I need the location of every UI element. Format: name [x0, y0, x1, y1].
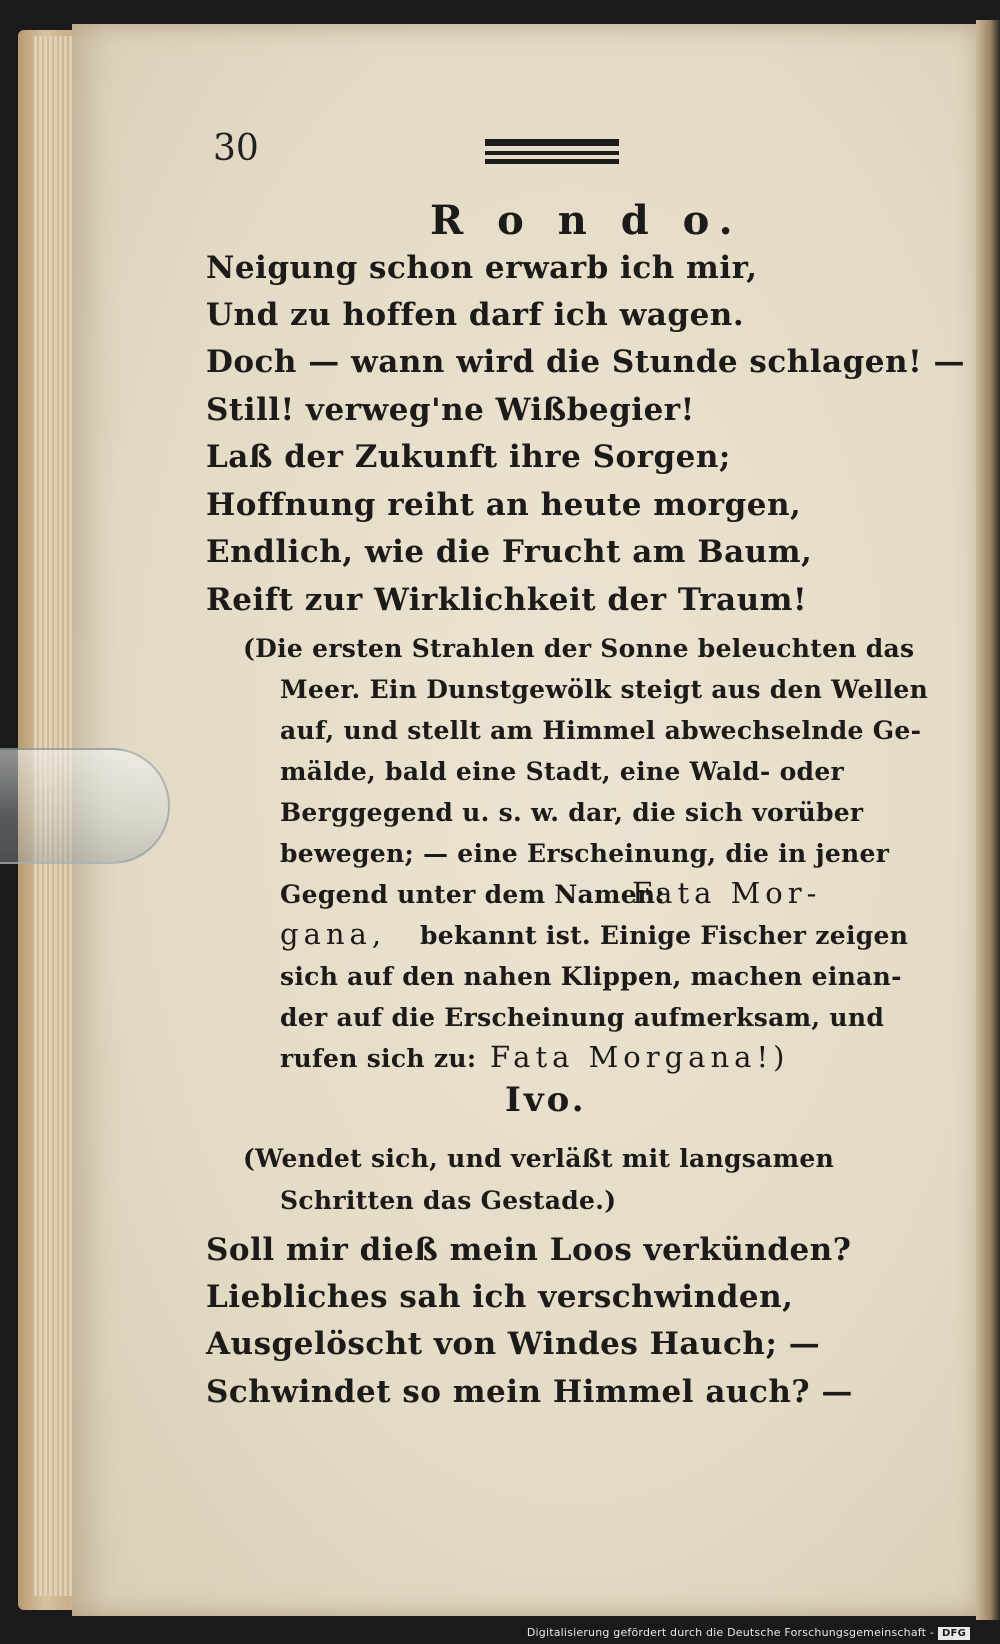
stage-direction-line: (Wendet sich, und verläßt mit langsamen [243, 1144, 835, 1173]
header-rule [485, 139, 619, 146]
stage-direction-line: (Die ersten Strahlen der Sonne beleuchten das [243, 634, 915, 663]
verse-line: Soll mir dieß mein Loos verkünden? [206, 1232, 852, 1268]
stage-direction-emphasis: gana, [280, 917, 387, 951]
stage-direction-line: auf, und stellt am Himmel abwechselnde Ge- [280, 716, 922, 745]
speaker-name: Ivo. [505, 1080, 587, 1120]
footer-text: Digitalisierung gefördert durch die Deutsche Forschungsgemeinschaft - [526, 1626, 935, 1639]
verse-line: Reift zur Wirklichkeit der Traum! [206, 582, 808, 618]
stage-direction-line: rufen sich zu: [280, 1044, 477, 1073]
verse-line: Schwindet so mein Himmel auch? — [206, 1374, 853, 1410]
verse-line: Endlich, wie die Frucht am Baum, [206, 534, 813, 570]
book-right-edge [976, 20, 1000, 1620]
stage-direction-emphasis: Fata Morgana!) [490, 1040, 790, 1074]
stage-direction-line: mälde, bald eine Stadt, eine Wald- oder [280, 757, 845, 786]
page-number: 30 [213, 128, 259, 169]
verse-line: Und zu hoffen darf ich wagen. [206, 297, 745, 333]
stage-direction-line: Meer. Ein Dunstgewölk steigt aus den Wellen [280, 675, 929, 704]
stage-direction-line: der auf die Erscheinung aufmerksam, und [280, 1003, 885, 1032]
stage-direction-line: Berggegend u. s. w. dar, die sich vorüber [280, 798, 864, 827]
section-title: R o n d o. [430, 197, 743, 244]
verse-line: Still! verweg'ne Wißbegier! [206, 392, 695, 428]
verse-line: Ausgelöscht von Windes Hauch; — [206, 1326, 821, 1362]
header-rule [485, 151, 619, 155]
stage-direction-line: sich auf den nahen Klippen, machen einan- [280, 962, 902, 991]
dfg-logo: DFG [938, 1627, 970, 1640]
stage-direction-emphasis: Fata Mor- [632, 876, 822, 910]
footer-credit [527, 1626, 970, 1640]
stage-direction-line: bekannt ist. Einige Fischer zeigen [420, 921, 909, 950]
page-holder-clip [0, 748, 170, 864]
stage-direction-line: bewegen; — eine Erscheinung, die in jener [280, 839, 890, 868]
verse-line: Laß der Zukunft ihre Sorgen; [206, 439, 731, 475]
verse-line: Liebliches sah ich verschwinden, [206, 1279, 794, 1315]
verse-line: Hoffnung reiht an heute morgen, [206, 487, 802, 523]
header-rule [485, 159, 619, 164]
stage-direction-line: Schritten das Gestade.) [280, 1186, 617, 1215]
verse-line: Neigung schon erwarb ich mir, [206, 250, 758, 286]
stage-direction-line: Gegend unter dem Namen: [280, 880, 665, 909]
verse-line: Doch — wann wird die Stunde schlagen! — [206, 344, 965, 380]
